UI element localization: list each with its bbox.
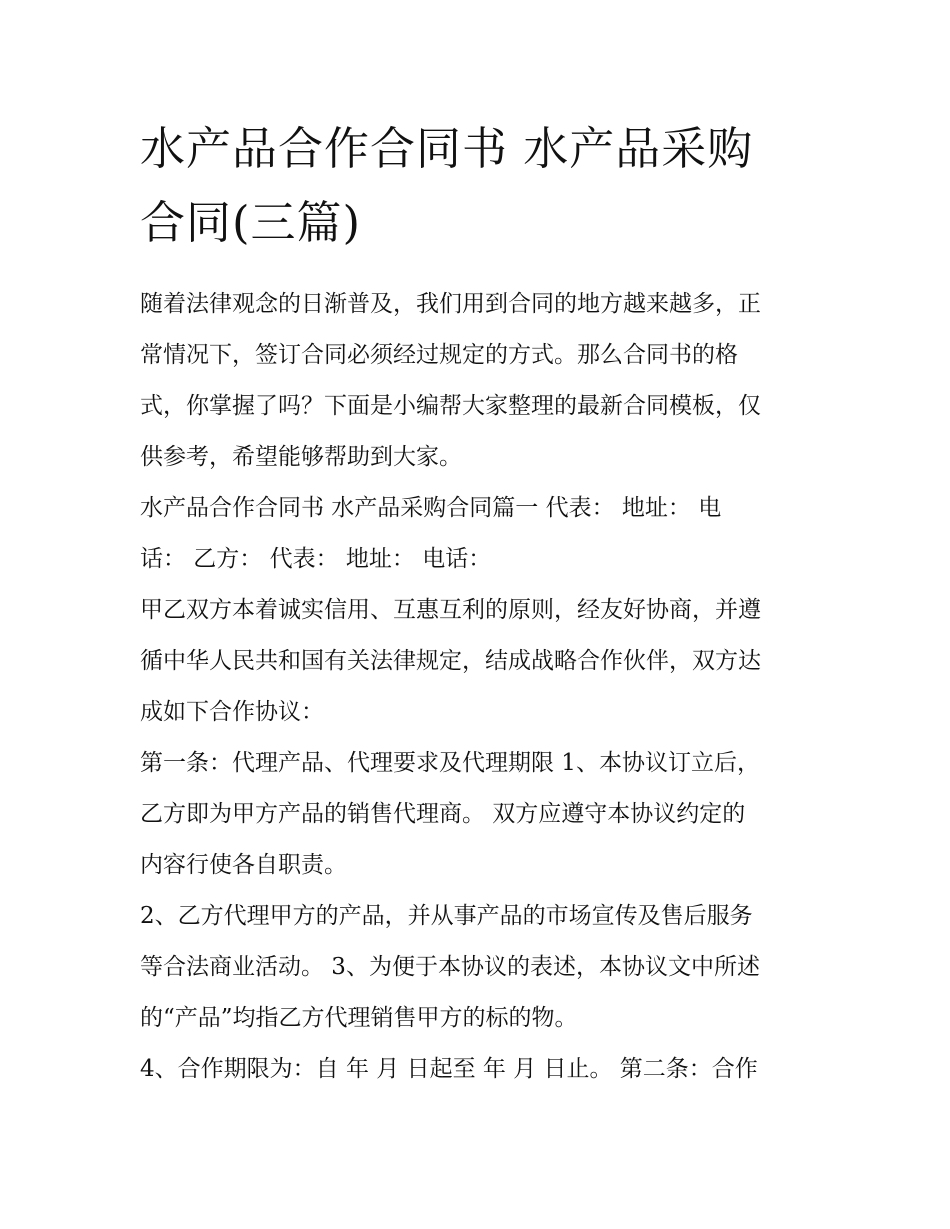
text-line-12: 内容行使各自职责。 bbox=[140, 852, 347, 878]
text-line-11: 乙方即为甲方产品的销售代理商。 双方应遵守本协议约定的 bbox=[140, 801, 746, 827]
document-title bbox=[140, 112, 840, 260]
text-line-13: 2、乙方代理甲方的产品，并从事产品的市场宣传及售后服务 bbox=[140, 903, 753, 929]
text-line-7: 甲乙双方本着诚实信用、互惠互利的原则，经友好协商，并遵 bbox=[140, 597, 761, 623]
text-line-14: 等合法商业活动。 3、为便于本协议的表述，本协议文中所述 bbox=[140, 954, 760, 980]
text-line-2: 常情况下，签订合同必须经过规定的方式。那么合同书的格 bbox=[140, 342, 738, 368]
text-line-9: 成如下合作协议： bbox=[140, 699, 324, 725]
text-line-16: 4、合作期限为：自 年 月 日起至 年 月 日止。 第二条：合作 bbox=[140, 1056, 758, 1082]
title-line-1: 水产品合作合同书 水产品采购 bbox=[140, 122, 754, 175]
title-line-2: 合同(三篇) bbox=[140, 196, 362, 249]
text-line-4: 供参考，希望能够帮助到大家。 bbox=[140, 444, 462, 470]
text-line-3: 式，你掌握了吗？下面是小编帮大家整理的最新合同模板，仅 bbox=[140, 393, 761, 419]
text-line-1: 随着法律观念的日渐普及，我们用到合同的地方越来越多，正 bbox=[140, 291, 761, 317]
text-line-5: 水产品合作合同书 水产品采购合同篇一 代表： 地址： 电 bbox=[140, 495, 722, 521]
document-body bbox=[140, 279, 820, 1095]
text-line-6: 话： 乙方： 代表： 地址： 电话： bbox=[140, 546, 492, 572]
text-line-15: 的“产品”均指乙方代理销售甲方的标的物。 bbox=[140, 1005, 578, 1031]
text-line-10: 第一条：代理产品、代理要求及代理期限 1、本协议订立后， bbox=[140, 750, 760, 776]
text-line-8: 循中华人民共和国有关法律规定，结成战略合作伙伴，双方达 bbox=[140, 648, 761, 674]
